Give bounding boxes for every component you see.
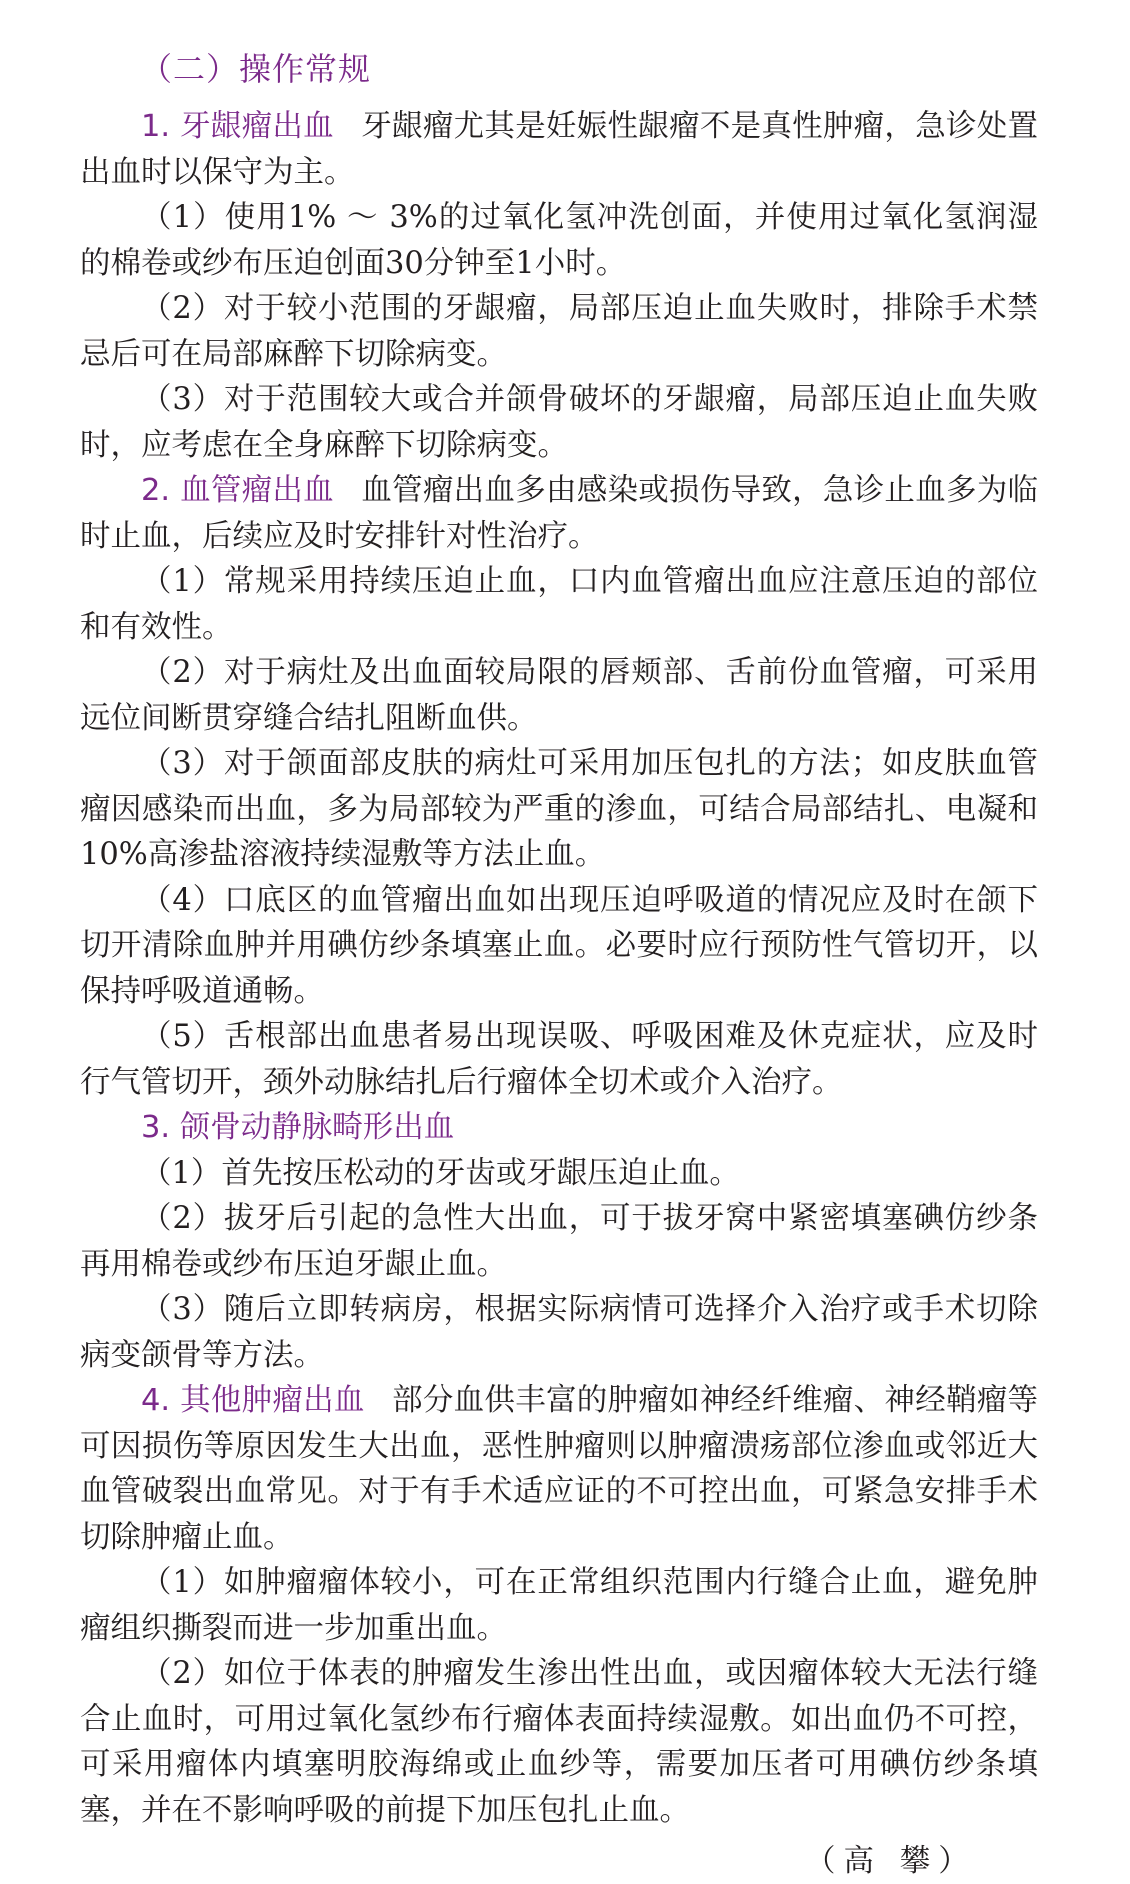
section-3-title: 3. 颌骨动静脉畸形出血 [141, 1110, 455, 1145]
section-2-intro: 血管瘤出血多由感染或损伤导致，急诊止血多为临时止血，后续应及时安排针对性治疗。 [80, 473, 1039, 554]
section-4-item-2: （2）如位于体表的肿瘤发生渗出性出血，或因瘤体较大无法行缝合止血时，可用过氧化氢纱布行瘤体表面持续湿敷。如出血仍不可控，可采用瘤体内填塞明胶海绵或止血纱等，需要加压者可用碘仿纱条填塞，并在不影响呼吸的前提下加压包扎止血。 [80, 1656, 1038, 1828]
section-4-title: 4. 其他肿瘤出血 [141, 1383, 365, 1418]
section-4-item-1: （1）如肿瘤瘤体较小，可在正常组织范围内行缝合止血，避免肿瘤组织撕裂而进一步加重出血。 [80, 1565, 1038, 1646]
section-3-item-2: （2）拔牙后引起的急性大出血，可于拔牙窝中紧密填塞碘仿纱条再用棉卷或纱布压迫牙龈止血。 [80, 1201, 1038, 1282]
section-1-item-3: （3）对于范围较大或合并颌骨破坏的牙龈瘤，局部压迫止血失败时，应考虑在全身麻醉下切除病变。 [80, 382, 1038, 463]
section-2-item-1: （1）常规采用持续压迫止血，口内血管瘤出血应注意压迫的部位和有效性。 [80, 564, 1038, 645]
section-1-title: 1. 牙龈瘤出血 [141, 109, 334, 144]
section-1-item-1: （1）使用1% ～ 3%的过氧化氢冲洗创面，并使用过氧化氢润湿的棉卷或纱布压迫创面30分钟至1小时。 [80, 200, 1038, 281]
section-2-item-3: （3）对于颌面部皮肤的病灶可采用加压包扎的方法；如皮肤血管瘤因感染而出血，多为局部较为严重的渗血，可结合局部结扎、电凝和10%高渗盐溶液持续湿敷等方法止血。 [80, 746, 1038, 872]
section-1-intro: 牙龈瘤尤其是妊娠性龈瘤不是真性肿瘤，急诊处置出血时以保守为主。 [80, 109, 1039, 190]
section-2-item-4: （4）口底区的血管瘤出血如出现压迫呼吸道的情况应及时在颌下切开清除血肿并用碘仿纱条填塞止血。必要时应行预防性气管切开，以保持呼吸道通畅。 [80, 882, 1038, 1009]
section-2-item-2: （2）对于病灶及出血面较局限的唇颊部、舌前份血管瘤，可采用远位间断贯穿缝合结扎阻断血供。 [80, 655, 1038, 736]
body-text [80, 104, 1038, 1833]
section-1-paragraph [80, 104, 1038, 195]
section-3-item-1: （1）首先按压松动的牙齿或牙龈压迫止血。 [141, 1155, 740, 1191]
section-4-paragraph [80, 1378, 1038, 1560]
section-2-paragraph [80, 468, 1038, 559]
section-3-item-3: （3）随后立即转病房，根据实际病情可选择介入治疗或手术切除病变颌骨等方法。 [80, 1292, 1038, 1373]
section-heading: （二）操作常规 [140, 50, 372, 88]
section-2-title: 2. 血管瘤出血 [141, 473, 334, 508]
section-3-paragraph [80, 1105, 1038, 1151]
section-1-item-2: （2）对于较小范围的牙龈瘤，局部压迫止血失败时，排除手术禁忌后可在局部麻醉下切除病变。 [80, 291, 1038, 372]
section-2-item-5: （5）舌根部出血患者易出现误吸、呼吸困难及休克症状，应及时行气管切开，颈外动脉结扎后行瘤体全切术或介入治疗。 [80, 1019, 1038, 1100]
author-signature: （高 攀） [805, 1844, 977, 1879]
section-4-intro: 部分血供丰富的肿瘤如神经纤维瘤、神经鞘瘤等可因损伤等原因发生大出血，恶性肿瘤则以肿瘤溃疡部位渗血或邻近大血管破裂出血常见。对于有手术适应证的不可控出血，可紧急安排手术切除肿瘤止血。 [80, 1383, 1039, 1555]
